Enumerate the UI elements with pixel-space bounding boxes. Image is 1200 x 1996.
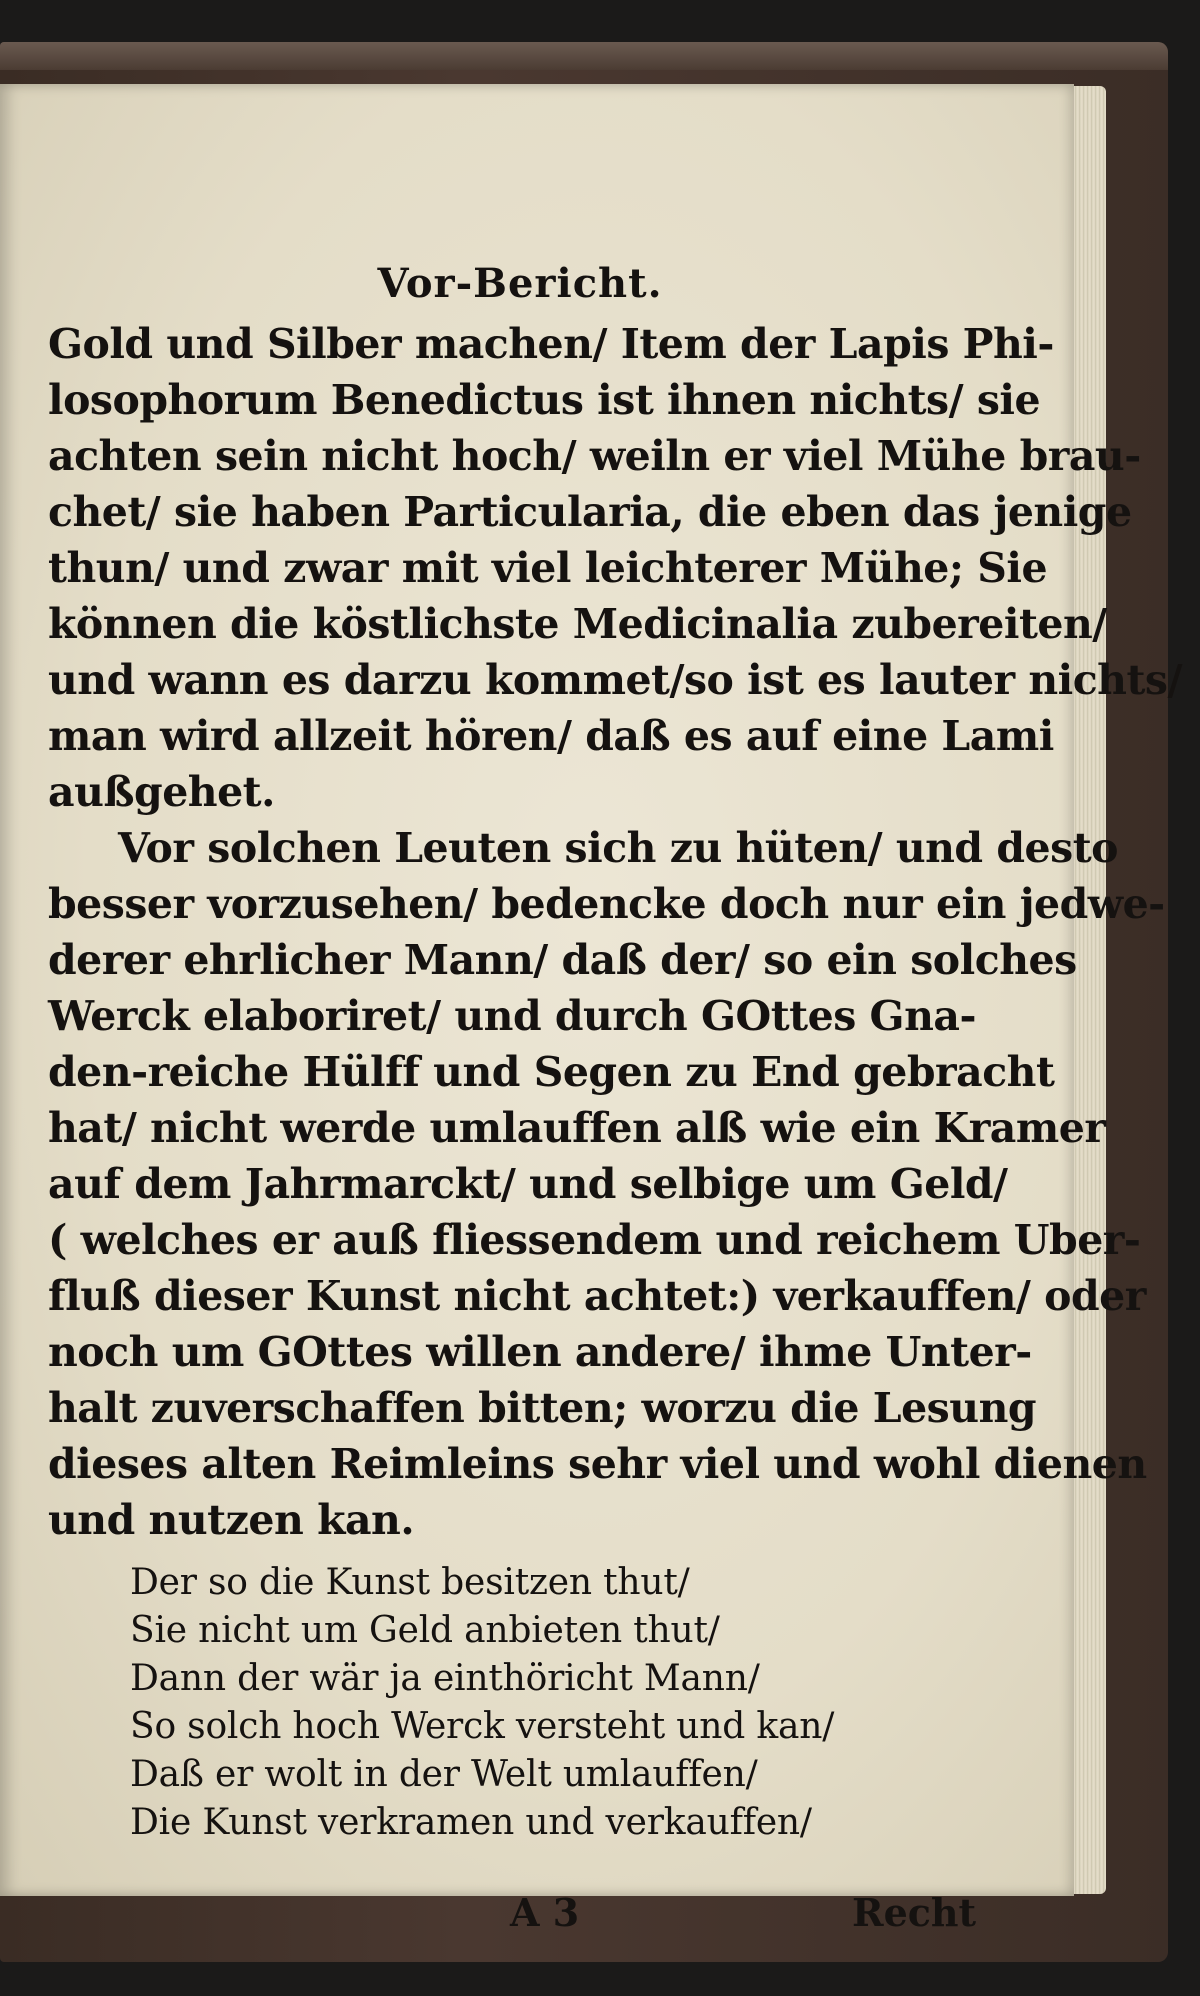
body-line: losophorum Benedictus ist ihnen nichts/ sie	[48, 376, 1041, 424]
verse-line: Die Kunst verkramen und verkauffen/	[130, 1802, 812, 1843]
catchword: Recht	[852, 1890, 977, 1935]
body-line: ( welches er auß fliessendem und reichem Uber-	[48, 1216, 1141, 1264]
body-line: Vor solchen Leuten sich zu hüten/ und desto	[118, 824, 1118, 872]
body-line: dieses alten Reimleins sehr viel und wohl dienen	[48, 1440, 1147, 1488]
body-line: können die köstlichste Medicinalia zubereiten/	[48, 600, 1107, 648]
body-line: Werck elaboriret/ und durch GOttes Gna-	[48, 992, 976, 1040]
body-line: besser vorzusehen/ bedencke doch nur ein jedwe-	[48, 880, 1165, 928]
verse-line: Daß er wolt in der Welt umlauffen/	[130, 1754, 758, 1795]
body-line: noch um GOttes willen andere/ ihme Unter-	[48, 1328, 1032, 1376]
body-line: derer ehrlicher Mann/ daß der/ so ein solches	[48, 936, 1077, 984]
body-line: man wird allzeit hören/ daß es auf eine Lami	[48, 712, 1054, 760]
body-line: hat/ nicht werde umlauffen alß wie ein Kramer	[48, 1104, 1106, 1152]
body-line: halt zuverschaffen bitten; worzu die Lesung	[48, 1384, 1037, 1432]
body-line: auf dem Jahrmarckt/ und selbige um Geld/	[48, 1160, 1008, 1208]
body-line: und nutzen kan.	[48, 1496, 415, 1544]
verse-line: Dann der wär ja einthöricht Mann/	[130, 1658, 760, 1699]
book-cover-top-edge	[0, 42, 1168, 70]
running-head: Vor-Bericht.	[377, 260, 663, 307]
body-line: außgehet.	[48, 768, 275, 816]
body-line: thun/ und zwar mit viel leichterer Mühe; Sie	[48, 544, 1048, 592]
verse-line: Der so die Kunst besitzen thut/	[130, 1562, 690, 1603]
body-line: und wann es darzu kommet/so ist es lauter nichts/	[48, 656, 1182, 704]
body-line: achten sein nicht hoch/ weiln er viel Mühe brau-	[48, 432, 1141, 480]
body-line: fluß dieser Kunst nicht achtet:) verkauffen/ oder	[48, 1272, 1146, 1320]
body-line: Gold und Silber machen/ Item der Lapis Phi-	[48, 320, 1054, 368]
verse-line: So solch hoch Werck versteht und kan/	[130, 1706, 835, 1747]
verse-line: Sie nicht um Geld anbieten thut/	[130, 1610, 720, 1651]
body-line: chet/ sie haben Particularia, die eben das jenige	[48, 488, 1132, 536]
book-page	[0, 84, 1182, 1935]
body-line: den-reiche Hülff und Segen zu End gebracht	[48, 1048, 1055, 1096]
signature-mark: A 3	[510, 1890, 580, 1935]
